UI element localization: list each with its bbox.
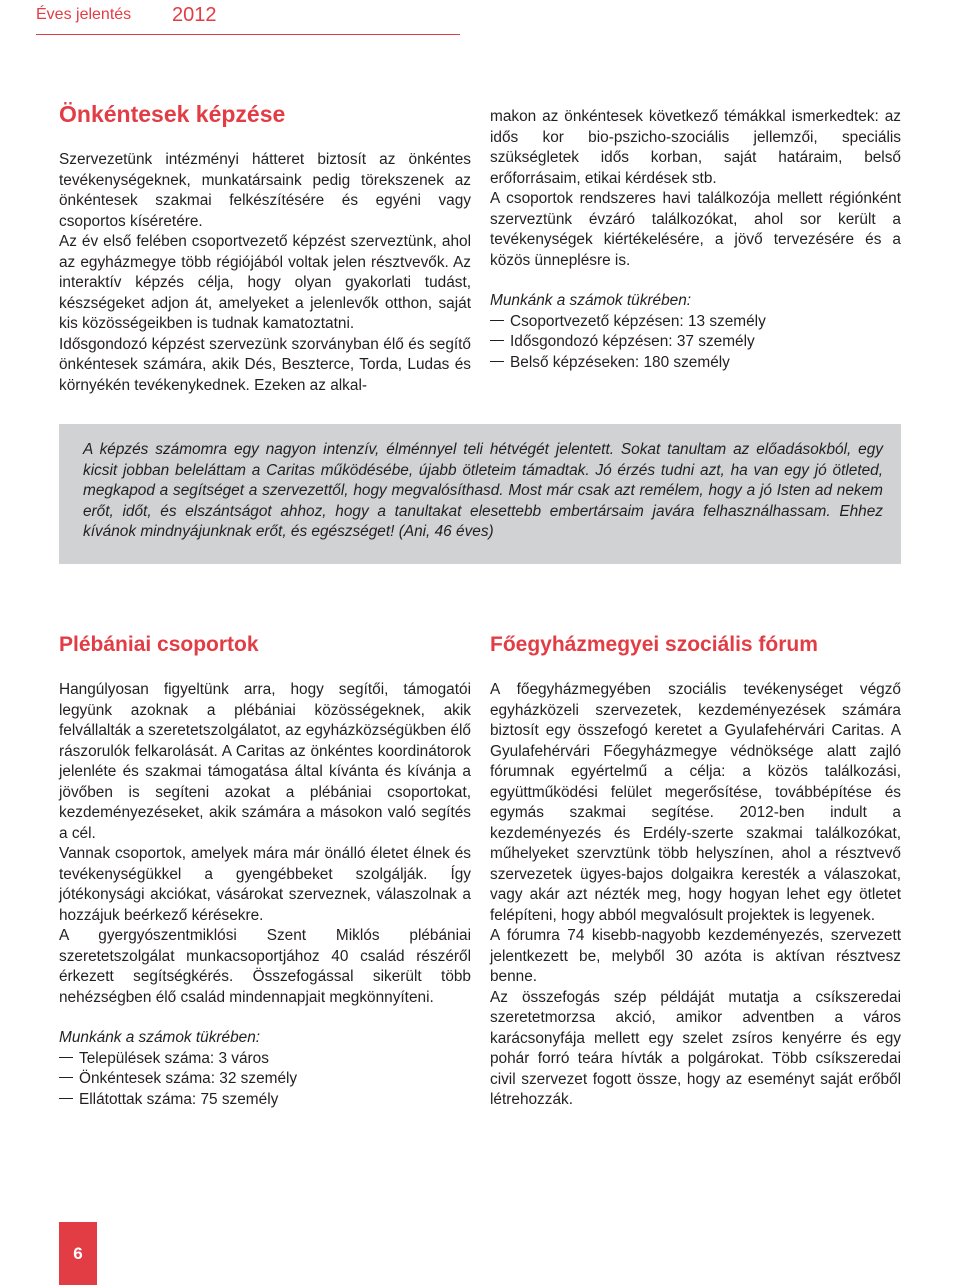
stats-list [490,312,901,374]
paragraph: Az év első felében csoportvezető képzést szerveztünk, ahol az egyházmegye több régiójából voltak jelen résztvevők. Az interaktív képzés célja, hogy olyan gyakorlati tudást, készségeket adjon át, amelyeket a jelenlevők otthon, saját kis közösségeikben is tudnak kamatoztatni. [59,233,471,332]
section2-column [59,680,471,1110]
paragraph: Az összefogás szép példáját mutatja a csíkszeredai szeretetmorzsa akció, amikor adventben a város karácsonyfája mellett egy szelet zsíros kenyérre és egy pohár forró teára hívták a polgárokat. Több csíkszeredai civil szervezet fogott össze, hogy az eseményt saját erőből létrehozzák. [490,988,901,1108]
stats-heading: Munkánk a számok tükrében: [59,1029,261,1046]
list-item: Ellátottak száma: 75 személy [59,1090,471,1111]
section-title-social-forum: Főegyházmegyei szociális fórum [490,633,818,656]
stats-heading: Munkánk a számok tükrében: [490,292,692,309]
header-year: 2012 [172,4,217,26]
list-item: Települések száma: 3 város [59,1049,471,1070]
paragraph: A gyergyószentmiklósi Szent Miklós plébániai szeretetszolgálat munkacsoportjához 40 család részéről érkezett segítségkérés. Összefogással sikerült több nehézségben élő család mindennapjait megkönnyíteni. [59,927,471,1006]
list-item: Önkéntesek száma: 32 személy [59,1069,471,1090]
header-divider [36,34,460,35]
dash-icon [490,361,504,362]
paragraph: A főegyházmegyében szociális tevékenységet végző egyházközeli szervezetek, kezdeményezések számára biztosít egy összefogó keretet a Gyulafehérvári Caritas. A Gyulafehérvári Főegyházmegye védnöksége alatt zajló fórumnak egyértelmű a célja: a közös találkozási, együttműködési felület megerősítése, továbbépítése és egymás szakmai segítése. 2012-ben indult a kezdeményezés és Erdély-szerte szakmai találkozókat, műhelyeket szervztünk több helyszínen, ahol a résztvevő szervezetek ügyes-bajos dolgaikra keresték a válaszokat, vagy akár azt nézték meg, hogy hogyan lehet egy ötletet felépíteni, hogy abból megvalósult projektek is legyenek. [490,681,901,924]
testimonial-quote [59,424,901,564]
paragraph: Vannak csoportok, amelyek mára már önálló életet élnek és tevékenységükkel a gyengébbeket szolgálják. Így jótékonysági akciókat, vásárokat szerveznek, válaszolnak a hozzájuk beérkező kérésekre. [59,845,471,924]
dash-icon [490,340,504,341]
dash-icon [59,1077,73,1078]
list-item: Csoportvezető képzésen: 13 személy [490,312,901,333]
quote-text: A képzés számomra egy nagyon intenzív, élménnyel teli hétvégét jelentett. Sokat tanultam az előadásokból, egy kicsit jobban beleláttam a Caritas működésébe, újabb ötleteim támadtak. Jó érzés tudni azt, ha van egy jó ötleted, megkapod a segítséget a szervezettől, hogy megvalósíthasd. Most már csak azt remélem, hogy a jó Isten ad nekem erőt, időt, és elszántságot ahhoz, hogy a tanultakat elesettebb embertársaim javára felhasználhassam. Ehhez kívánok mindnyájunknak erőt, és egészséget! (Ani, 46 éves) [83,441,883,540]
paragraph: A fórumra 74 kisebb-nagyobb kezdeményezés, szervezett jelentkezett be, melyből 30 azóta is aktívan résztvesz benne. [490,927,901,985]
paragraph: A csoportok rendszeres havi találkozója mellett régiónként szerveztünk évzáró találkozókat, ahol sor került a tevékenységek kiértékelésére, a jövő tervezésére és a közös ünneplésre is. [490,190,901,269]
paragraph: Szervezetünk intézményi hátteret biztosít az önkéntes tevékenységeknek, munkatársaink pedig törekszenek az önkéntesek szakmai felkészítésére és egyéni vagy csoportos kíséretére. [59,151,471,230]
dash-icon [490,320,504,321]
section3-column [490,680,901,1111]
section1-left-column [59,150,471,396]
paragraph: Hangúlyosan figyeltünk arra, hogy segítői, támogatói legyünk azoknak a plébániai közösségeknek, akik felvállalták a szeretetszolgálatot, az egyházközségükben élő rászorulók felkarolását. A Caritas az önkéntes koordinátorok jelenléte és szakmai támogatása által kívánta és kívánja a jövőben is segíteni azokat a plébániai csoportokat, kezdeményezéseket, akik számára a másokon való segítés a cél. [59,681,471,842]
list-item: Belső képzéseken: 180 személy [490,353,901,374]
section-title-volunteer-training: Önkéntesek képzése [59,101,286,127]
header-label: Éves jelentés [36,6,132,23]
stats-list [59,1049,471,1111]
section1-right-column [490,107,901,373]
paragraph: makon az önkéntesek következő témákkal ismerkedtek: az idős kor bio-pszicho-szociális jellemzői, speciális szükségletek idős korban, saját határaim, belső erőforrásaim, etikai kérdések stb. [490,108,901,187]
section-title-parish-groups: Plébániai csoportok [59,633,259,656]
page-number: 6 [59,1222,97,1285]
paragraph: Idősgondozó képzést szervezünk szorványban élő és segítő önkéntesek számára, akik Dés, Beszterce, Torda, Ludas és környékén tevékenykednek. Ezeken az alkal- [59,335,471,394]
dash-icon [59,1057,73,1058]
list-item: Idősgondozó képzésen: 37 személy [490,332,901,353]
dash-icon [59,1098,73,1099]
